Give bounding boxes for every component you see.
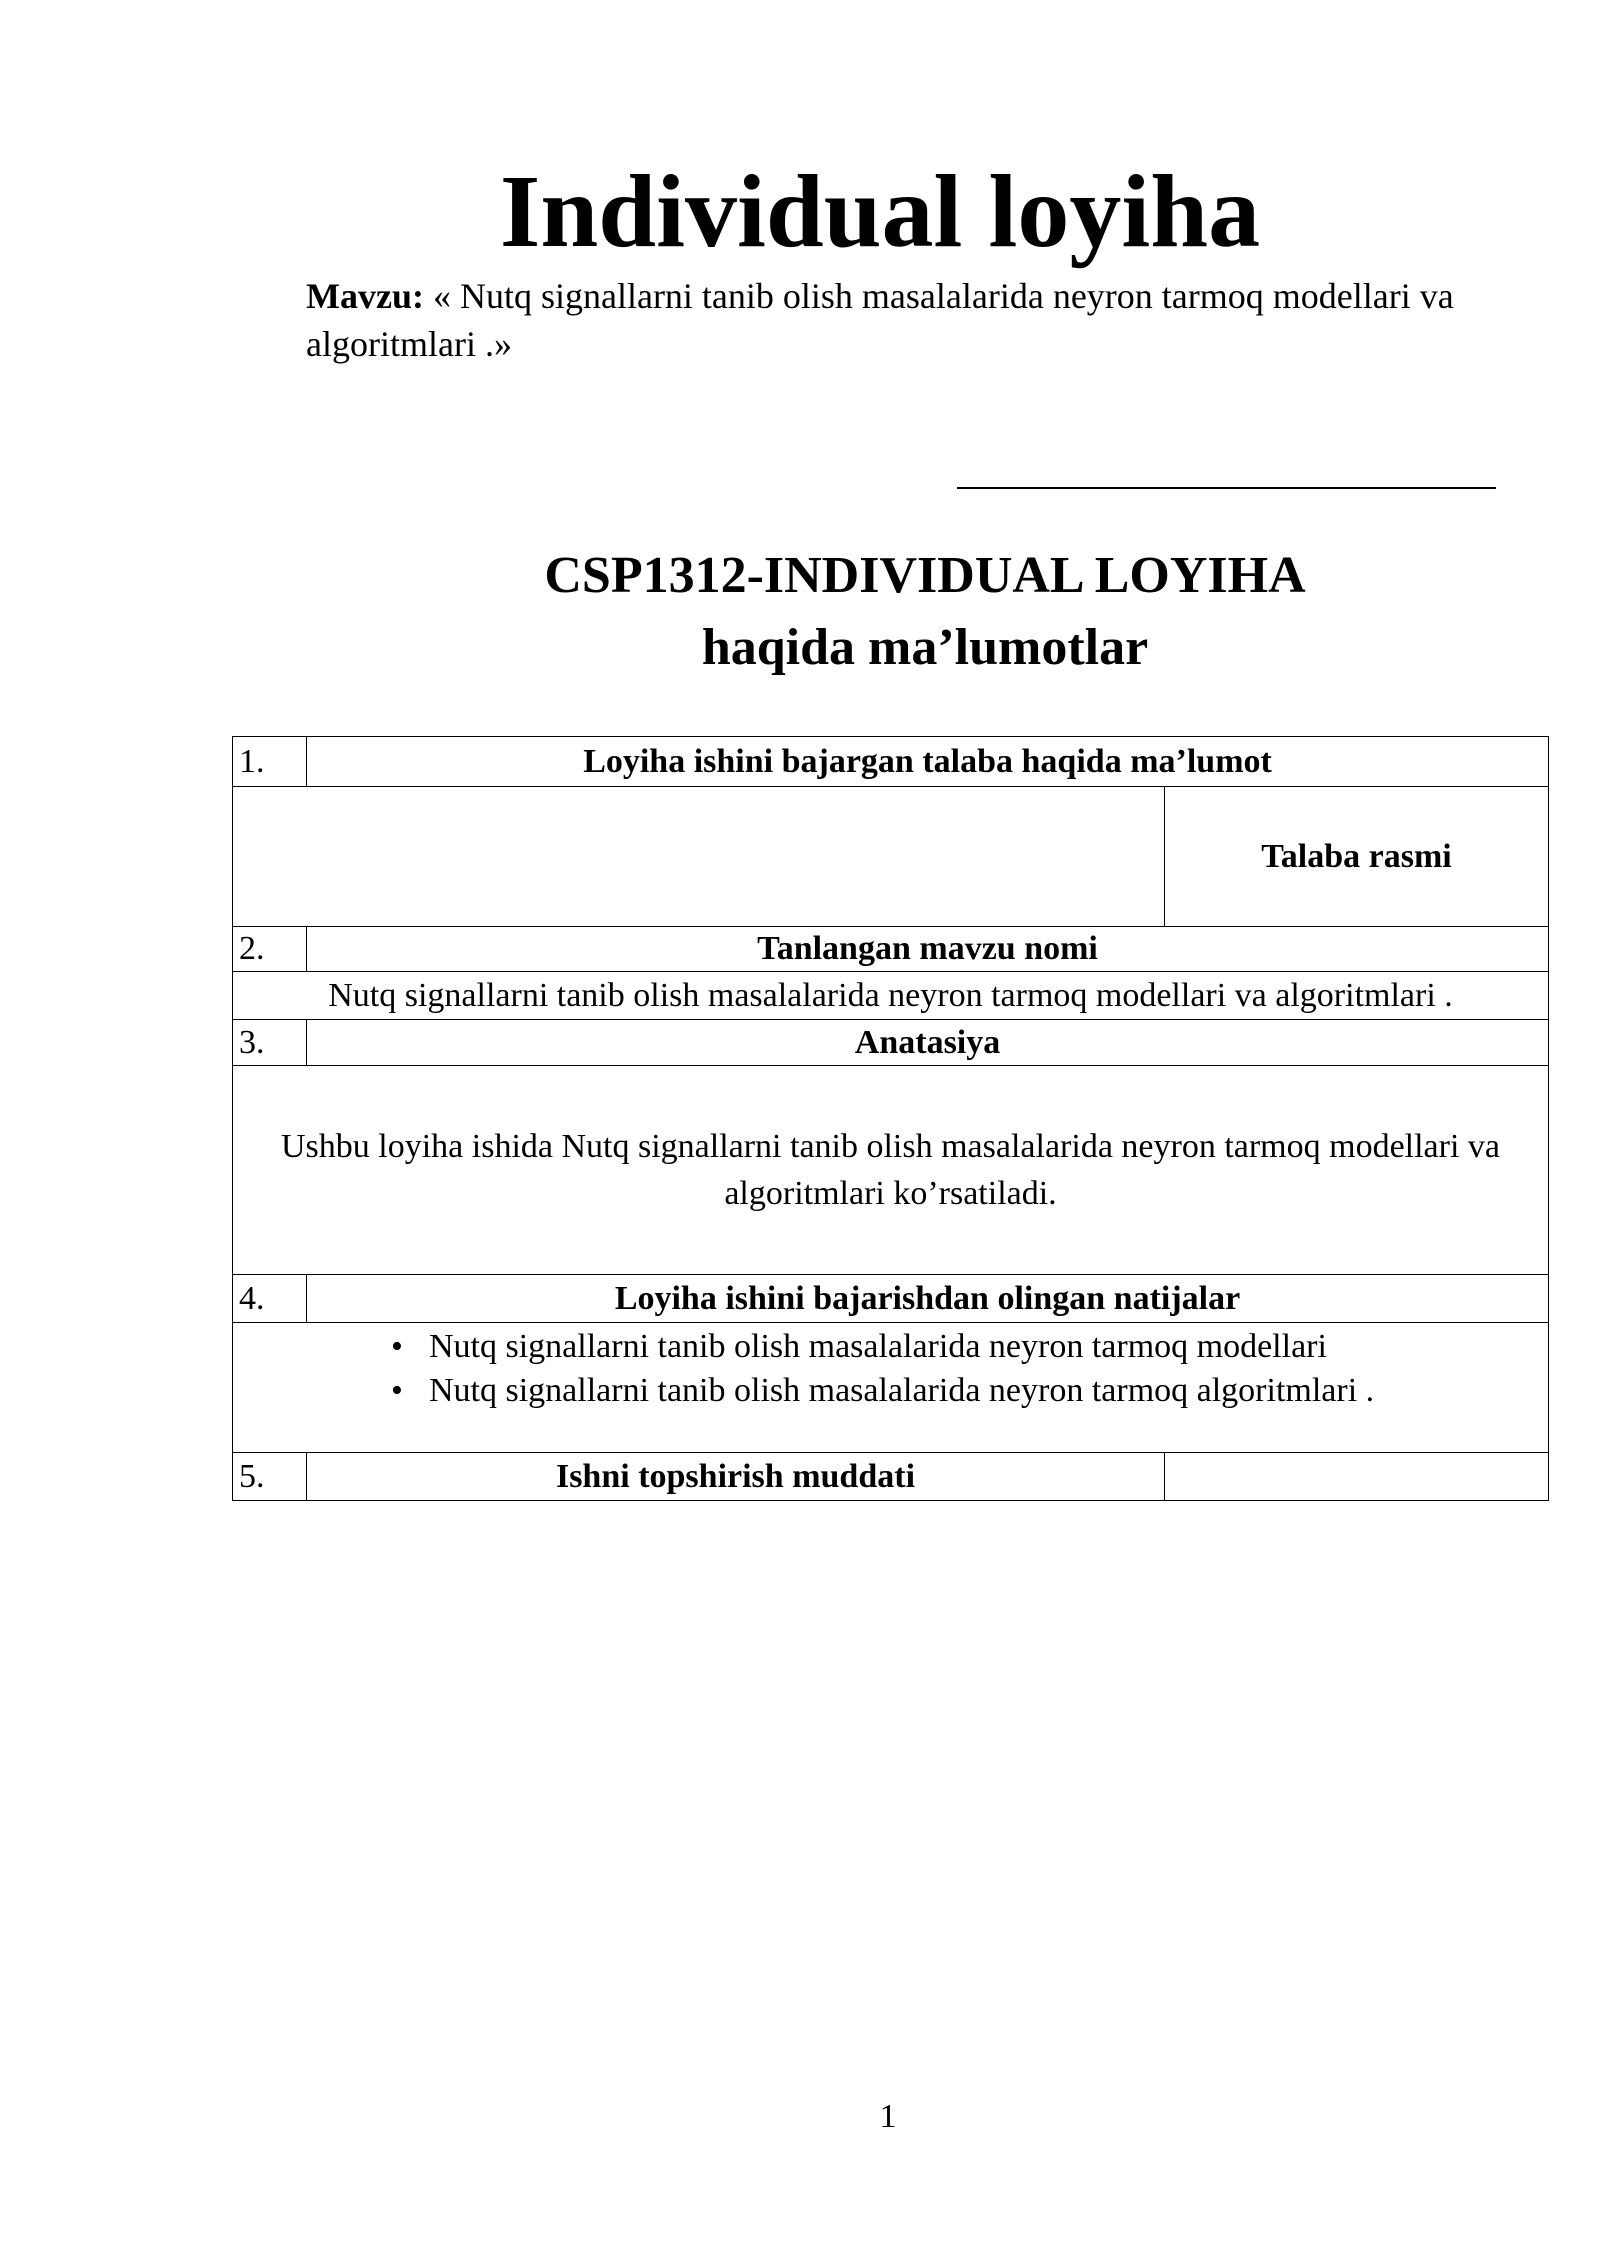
subject-text: « Nutq signallarni tanib olish masalalarida neyron tarmoq modellari va algoritmlari .» bbox=[306, 276, 1454, 364]
results-list bbox=[239, 1325, 1542, 1413]
row-header: Anatasiya bbox=[307, 1020, 1549, 1066]
table-row bbox=[233, 1453, 1549, 1501]
page-number: 1 bbox=[879, 2098, 897, 2135]
table-row bbox=[233, 1066, 1549, 1275]
project-info-table bbox=[232, 736, 1549, 1501]
row-number: 4. bbox=[233, 1275, 307, 1323]
row-number: 1. bbox=[233, 737, 307, 787]
row-header: Loyiha ishini bajargan talaba haqida ma’lumot bbox=[307, 737, 1549, 787]
table-row bbox=[233, 1323, 1549, 1453]
row-header: Ishni topshirish muddati bbox=[307, 1453, 1165, 1501]
document-title: Individual loyiha bbox=[499, 154, 1261, 269]
table-row bbox=[233, 737, 1549, 787]
list-item: • Nutq signallarni tanib olish masalalarida neyron tarmoq modellari bbox=[429, 1325, 1542, 1369]
list-item: • Nutq signallarni tanib olish masalalarida neyron tarmoq algoritmlari . bbox=[429, 1369, 1542, 1413]
signature-line bbox=[957, 487, 1496, 489]
table-row bbox=[233, 927, 1549, 972]
table-row bbox=[233, 972, 1549, 1020]
annotation-cell: Ushbu loyiha ishida Nutq signallarni tanib olish masalalarida neyron tarmoq modellari va algoritmlari ko’rsatiladi. bbox=[233, 1066, 1549, 1275]
row-number: 5. bbox=[233, 1453, 307, 1501]
deadline-value-cell[interactable] bbox=[1165, 1453, 1549, 1501]
results-cell bbox=[233, 1323, 1549, 1453]
row-number: 3. bbox=[233, 1020, 307, 1066]
section-subheading: haqida ma’lumotlar bbox=[701, 619, 1149, 676]
subject-label: Mavzu: bbox=[306, 276, 424, 316]
table-row bbox=[233, 1020, 1549, 1066]
row-header: Tanlangan mavzu nomi bbox=[307, 927, 1549, 972]
row-number: 2. bbox=[233, 927, 307, 972]
subject-line bbox=[306, 272, 1466, 368]
section-heading: CSP1312-INDIVIDUAL LOYIHA bbox=[544, 547, 1306, 604]
table-row bbox=[233, 1275, 1549, 1323]
student-photo-cell: Talaba rasmi bbox=[1165, 787, 1549, 927]
table-row bbox=[233, 787, 1549, 927]
topic-name-cell: Nutq signallarni tanib olish masalalarida neyron tarmoq modellari va algoritmlari . bbox=[233, 972, 1549, 1020]
row-header: Loyiha ishini bajarishdan olingan natijalar bbox=[307, 1275, 1549, 1323]
student-info-cell[interactable] bbox=[233, 787, 1165, 927]
